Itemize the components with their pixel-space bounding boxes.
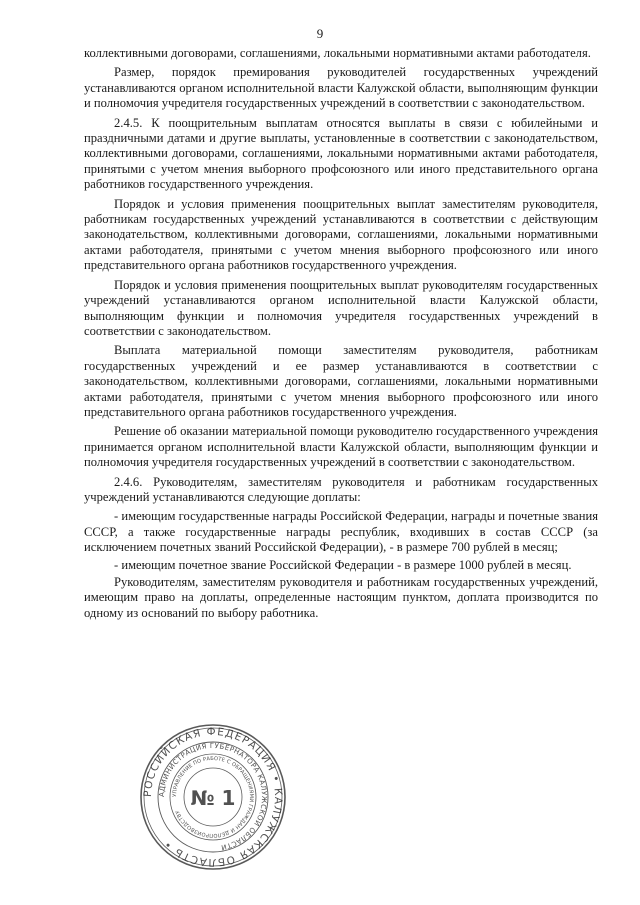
seal-number: № 1 <box>190 786 236 810</box>
seal-outer-text: РОССИЙСКАЯ ФЕДЕРАЦИЯ • КАЛУЖСКАЯ ОБЛАСТЬ • <box>141 725 285 869</box>
list-item: - имеющим почетное звание Российской Федерации - в размере 1000 рублей в месяц. <box>114 557 572 572</box>
paragraph: Порядок и условия применения поощрительных выплат заместителям руководителя, работникам государственных учреждений устанавливаются в соответствии с действующим законодательством, коллективными договорами, соглашениями, локальными нормативными актами работодателя, принятыми с учетом мнения выборного профсоюзного или иного представительного органа работников государственного учреждения. <box>84 196 598 273</box>
seal-inner-text: УПРАВЛЕНИЕ ПО РАБОТЕ С ОБРАЩЕНИЯМИ ГРАЖДАН И ДЕЛОПРОИЗВОДСТВУ <box>171 755 255 839</box>
paragraph: Решение об оказании материальной помощи руководителю государственного учреждения принимается органом исполнительной власти Калужской области, выполняющим функции и полномочия учредителя государственных учреждений в соответствии с законодательством. <box>84 424 598 470</box>
paragraph: 2.4.6. Руководителям, заместителям руководителя и работникам государственных учреждений устанавливаются следующие доплаты: <box>84 474 598 504</box>
paragraph: коллективными договорами, соглашениями, локальными нормативными актами работодателя. <box>84 46 591 60</box>
seal-middle-text: АДМИНИСТРАЦИЯ ГУБЕРНАТОРА КАЛУЖСКОЙ ОБЛАСТИ <box>157 741 269 852</box>
official-seal-stamp <box>138 722 288 872</box>
paragraph: Выплата материальной помощи заместителям руководителя, работникам государственных учреждений и ее размер устанавливаются в соответствии с законодательством, коллективными договорами, соглашениями, локальными нормативными актами работодателя, принятыми с учетом мнения выборного профсоюзного или иного представительного органа работников государственного учреждения. <box>84 343 598 419</box>
paragraph: Порядок и условия применения поощрительных выплат руководителям государственных учреждений устанавливаются органом исполнительной власти Калужской области, выполняющим функции и полномочия учредителя государственных учреждений в соответствии с законодательством. <box>84 277 598 338</box>
page-number: 9 <box>316 26 324 41</box>
paragraph: Руководителям, заместителям руководителя и работникам государственных учреждений, имеющим право на доплаты, определенные настоящим пунктом, доплата производится по одному из оснований по выбору работника. <box>84 575 598 620</box>
paragraph: 2.4.5. К поощрительным выплатам относятся выплаты в связи с юбилейными и праздничными датами и другие выплаты, установленные в соответствии с законодательством, коллективными договорами, соглашениями, локальными нормативными актами работодателя, принятыми с учетом мнения выборного профсоюзного или иного представительного органа работников государственного учреждения. <box>84 115 598 192</box>
paragraph: Размер, порядок премирования руководителей государственных учреждений устанавливаются органом исполнительной власти Калужской области, выполняющим функции и полномочия учредителя государственных учреждений в соответствии с законодательством. <box>84 65 598 111</box>
list-item: - имеющим государственные награды Российской Федерации, награды и почетные звания СССР, а также государственные награды республик, входивших в состав СССР (за исключением почетных званий Российской Федерации), - в размере 700 рублей в месяц; <box>84 509 598 555</box>
document-body <box>84 46 598 625</box>
